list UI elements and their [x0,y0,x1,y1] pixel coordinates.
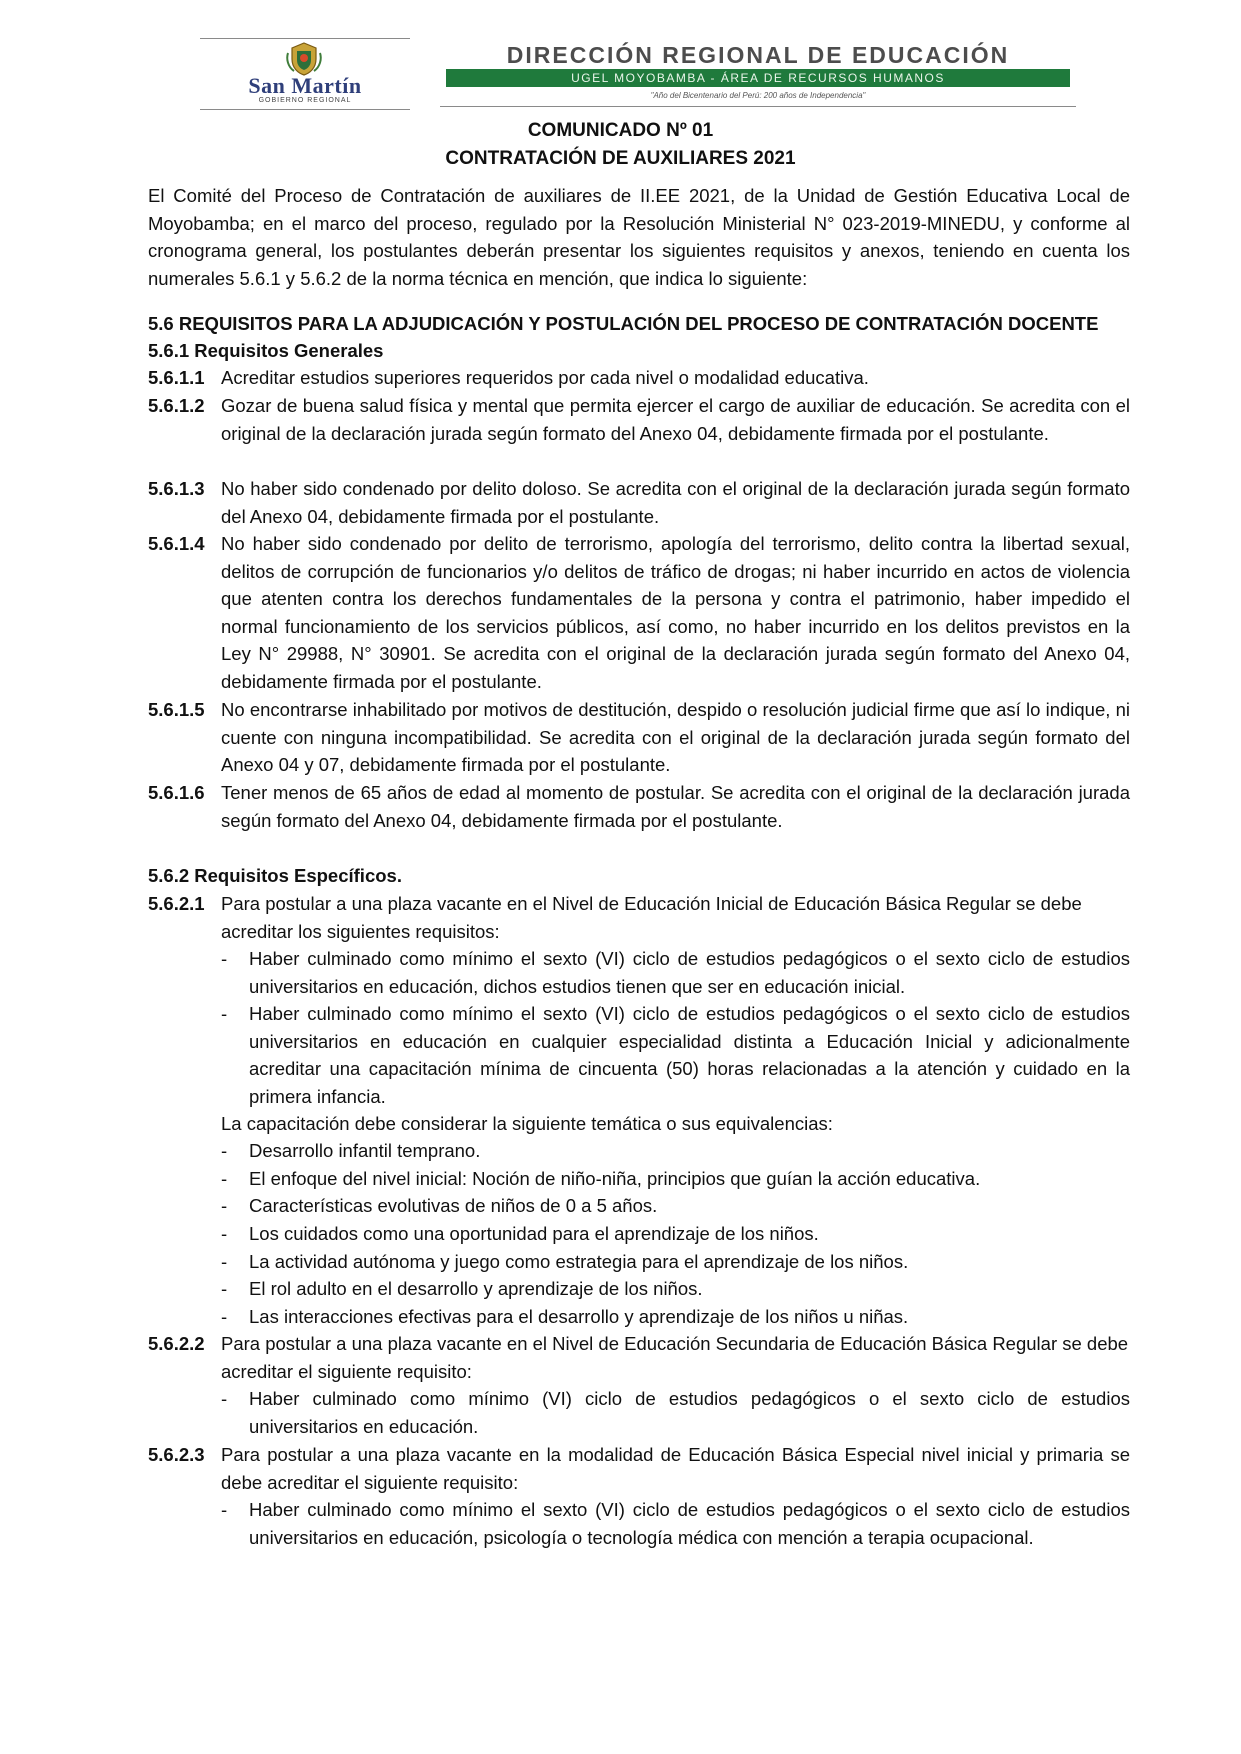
item-text: Gozar de buena salud física y mental que permita ejercer el cargo de auxiliar de educación. Se acredita con el original de la declaración jurada según formato del Anexo 04, debidamente firmada por el postulante. [221,395,1130,444]
header-divider [440,106,1076,107]
item-number: 5.6.1.6 [148,782,205,803]
item-number: 5.6.2.2 [148,1333,205,1354]
institution-banner [440,38,1076,108]
dash-marker: - [221,1168,228,1189]
item-text: Tener menos de 65 años de edad al momento de postular. Se acredita con el original de la declaración jurada según formato del Anexo 04, debidamente firmada por el postulante. [221,782,1130,831]
item-text: Para postular a una plaza vacante en la modalidad de Educación Básica Especial nivel inicial y primaria se debe acreditar el siguiente requisito: [221,1444,1130,1493]
logo-name: San Martín [248,73,362,98]
item-text: Para postular a una plaza vacante en el Nivel de Educación Secundaria de Educación Básica Regular se debe acreditar el siguiente requisito: [221,1333,1129,1382]
year-motto: "Año del Bicentenario del Perú: 200 años de Independencia" [650,91,866,100]
dash-marker: - [221,1499,228,1520]
item-text: No haber sido condenado por delito de terrorismo, apología del terrorismo, delito contra la libertad sexual, delitos de corrupción de funcionarios y/o delitos de tráfico de drogas; ni haber incurrido en actos de violencia que atenten contra los derechos fundamentales de la persona y contra el patrimonio, haber impedido el normal funcionamiento de los servicios públicos, así como, no haber incurrido en los delitos previstos en la Ley N° 29988, N° 30901. Se acredita con el original de la declaración jurada según formato del Anexo 04, debidamente firmada por el postulante. [221,533,1130,692]
topic-text: Características evolutivas de niños de 0 a 5 años. [249,1195,658,1216]
bullet-text: Haber culminado como mínimo el sexto (VI) ciclo de estudios pedagógicos o el sexto ciclo de estudios universitarios en educación en cualquier especialidad distinta a Educación Inicial y adicionalmente acreditar una capacitación mínima de cincuenta (50) horas relacionadas a la atención y cuidado en la primera infancia. [249,1003,1130,1107]
topic-text: Los cuidados como una oportunidad para el aprendizaje de los niños. [249,1223,819,1244]
dash-marker: - [221,1195,228,1216]
item-number: 5.6.1.1 [148,367,205,388]
document-title: COMUNICADO Nº 01 [527,120,714,141]
item-number: 5.6.1.2 [148,395,205,416]
institution-band: UGEL MOYOBAMBA - ÁREA DE RECURSOS HUMANOS [446,69,1070,87]
section-heading: 5.6 REQUISITOS PARA LA ADJUDICACIÓN Y POSTULACIÓN DEL PROCESO DE CONTRATACIÓN DOCENTE [148,313,1099,334]
bullet-text: Haber culminado como mínimo el sexto (VI) ciclo de estudios pedagógicos o el sexto ciclo de estudios universitarios en educación, dichos estudios tienen que ser en educación inicial. [249,948,1130,997]
topic-text: La actividad autónoma y juego como estrategia para el aprendizaje de los niños. [249,1251,909,1272]
item-number: 5.6.1.5 [148,699,205,720]
dash-marker: - [221,1223,228,1244]
item-text: Acreditar estudios superiores requeridos por cada nivel o modalidad educativa. [221,367,869,388]
dash-marker: - [221,1306,228,1327]
bullet-text: Haber culminado como mínimo el sexto (VI) ciclo de estudios pedagógicos o el sexto ciclo de estudios universitarios en educación, psicología o tecnología médica con mención a terapia ocupacional. [249,1499,1130,1548]
intro-paragraph: El Comité del Proceso de Contratación de auxiliares de II.EE 2021, de la Unidad de Gestión Educativa Local de Moyobamba; en el marco del proceso, regulado por la Resolución Ministerial N° 023-2019-MINEDU, y conforme al cronograma general, los postulantes deberán presentar los siguientes requisitos y anexos, teniendo en cuenta los numerales 5.6.1 y 5.6.2 de la norma técnica en mención, que indica lo siguiente: [148,185,1130,289]
regional-government-logo [200,38,410,110]
bullet-text: Haber culminado como mínimo (VI) ciclo de estudios pedagógicos o el sexto ciclo de estudios universitarios en educación. [249,1388,1130,1437]
logo-subtitle: GOBIERNO REGIONAL [258,97,352,104]
document-subtitle: CONTRATACIÓN DE AUXILIARES 2021 [445,148,796,169]
dash-marker: - [221,1003,228,1024]
topic-text: Desarrollo infantil temprano. [249,1140,481,1161]
item-text: No encontrarse inhabilitado por motivos de destitución, despido o resolución judicial firme que así lo indique, ni cuente con ninguna incompatibilidad. Se acredita con el original de la declaración jurada según formato del Anexo 04 y 07, debidamente firmada por el postulante. [221,699,1130,775]
topic-text: El enfoque del nivel inicial: Noción de niño-niña, principios que guían la acción educativa. [249,1168,981,1189]
item-number: 5.6.1.4 [148,533,205,554]
dash-marker: - [221,948,228,969]
specific-requirements-heading: 5.6.2 Requisitos Específicos. [148,865,402,886]
item-number: 5.6.2.3 [148,1444,205,1465]
item-text: Para postular a una plaza vacante en el Nivel de Educación Inicial de Educación Básica Regular se debe acreditar los siguientes requisitos: [221,893,1082,942]
dash-marker: - [221,1140,228,1161]
general-requirements-heading: 5.6.1 Requisitos Generales [148,340,384,361]
item-number: 5.6.2.1 [148,893,205,914]
item-text: No haber sido condenado por delito doloso. Se acredita con el original de la declaración jurada según formato del Anexo 04, debidamente firmada por el postulante. [221,478,1130,527]
topic-text: Las interacciones efectivas para el desarrollo y aprendizaje de los niños u niñas. [249,1306,909,1327]
dash-marker: - [221,1278,228,1299]
dash-marker: - [221,1388,228,1409]
topic-text: El rol adulto en el desarrollo y aprendizaje de los niños. [249,1278,703,1299]
coat-of-arms-icon [284,41,324,77]
letterhead [200,38,1075,110]
item-number: 5.6.1.3 [148,478,205,499]
dash-marker: - [221,1251,228,1272]
institution-title: DIRECCIÓN REGIONAL DE EDUCACIÓN [506,42,1010,68]
training-intro: La capacitación debe considerar la siguiente temática o sus equivalencias: [221,1113,833,1134]
